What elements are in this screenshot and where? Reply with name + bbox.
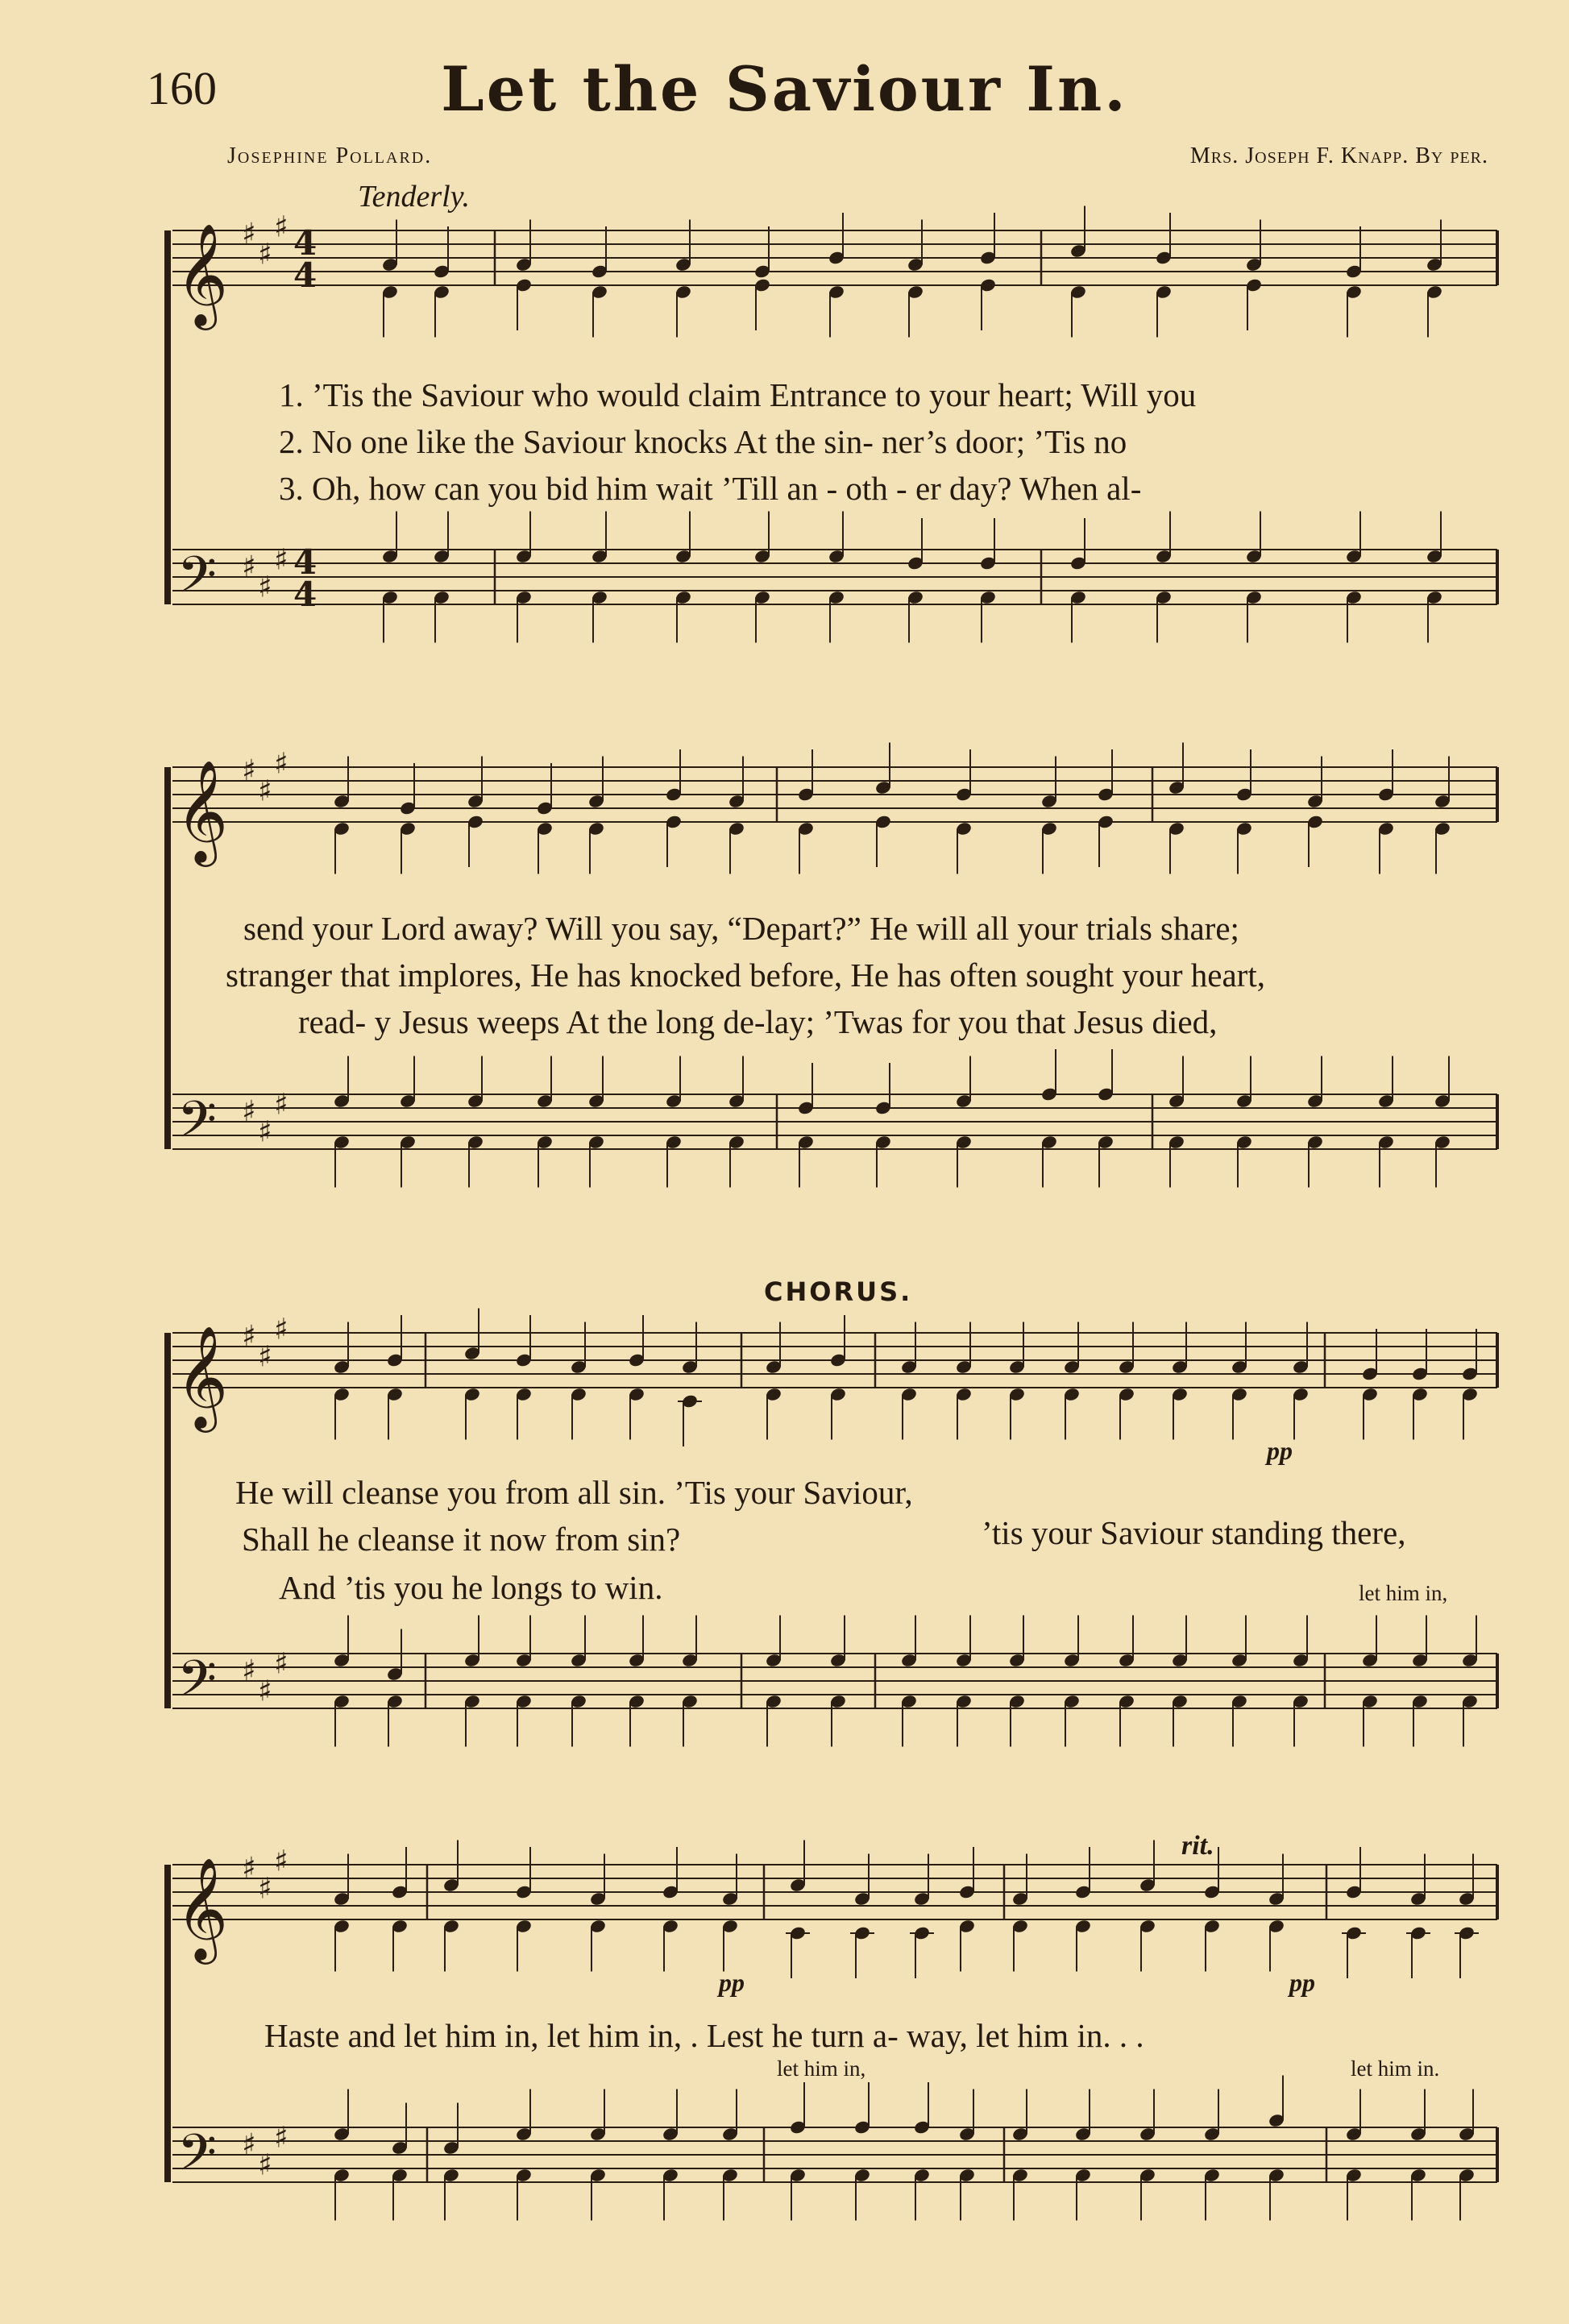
- bass-clef: 𝄢: [177, 545, 217, 616]
- bass-clef: 𝄢: [177, 1089, 217, 1161]
- time-signature-bottom: 4: [293, 255, 318, 295]
- treble-clef: 𝄞: [176, 1857, 229, 1960]
- chorus-label: CHORUS.: [764, 1276, 913, 1307]
- time-signature-bottom: 4: [293, 575, 318, 614]
- bass-clef: 𝄢: [177, 1649, 217, 1720]
- lyric-verse1-line2: send your Lord away? Will you say, “Depart?” He will all your trials share;: [243, 910, 1239, 947]
- lyric-let-him-in-3: let him in.: [1351, 2056, 1440, 2081]
- key-signature-sharp: ♯: [242, 2128, 256, 2161]
- bass-clef: 𝄢: [177, 2123, 217, 2194]
- key-signature-sharp: ♯: [258, 1872, 272, 1906]
- lyric-let-him-in-1: let him in,: [1359, 1581, 1448, 1605]
- key-signature-sharp: ♯: [274, 1313, 288, 1347]
- lyric-verse1-line1: 1. ’Tis the Saviour who would claim Entrance to your heart; Will you: [279, 376, 1197, 413]
- key-signature-sharp: ♯: [242, 1320, 256, 1353]
- key-signature-sharp: ♯: [274, 2121, 288, 2155]
- lyric-let-him-in-2: let him in,: [777, 2056, 866, 2081]
- time-signature-top: 4: [293, 542, 318, 582]
- lyric-verse2-line1: 2. No one like the Saviour knocks At the sin- ner’s door; ’Tis no: [279, 423, 1127, 460]
- key-signature-sharp: ♯: [274, 210, 288, 244]
- hymn-title: Let the Saviour In.: [441, 53, 1128, 125]
- key-signature-sharp: ♯: [258, 1340, 272, 1374]
- lyric-verse3-line3: And ’tis you he longs to win.: [279, 1569, 663, 1606]
- key-signature-sharp: ♯: [274, 543, 288, 577]
- key-signature-sharp: ♯: [242, 1654, 256, 1687]
- lyric-verse3-line1: 3. Oh, how can you bid him wait ’Till an - oth - er day? When al-: [279, 470, 1142, 507]
- key-signature-sharp: ♯: [274, 747, 288, 781]
- treble-clef: 𝄞: [176, 222, 229, 326]
- lyric-verse3-line2: read- y Jesus weeps At the long de-lay; ’Twas for you that Jesus died,: [298, 1003, 1218, 1040]
- treble-clef: 𝄞: [176, 1325, 229, 1428]
- lyric-chorus-echo: ’tis your Saviour standing there,: [982, 1514, 1406, 1551]
- treble-clef: 𝄞: [176, 759, 229, 862]
- key-signature-sharp: ♯: [274, 1088, 288, 1122]
- lyric-chorus-line: Haste and let him in, let him in, . Lest he turn a- way, let him in. . .: [264, 2017, 1144, 2054]
- lyric-verse2-line2: stranger that implores, He has knocked before, He has often sought your heart,: [226, 957, 1265, 994]
- key-signature-sharp: ♯: [258, 2148, 272, 2182]
- key-signature-sharp: ♯: [274, 1647, 288, 1681]
- key-signature-sharp: ♯: [242, 754, 256, 787]
- tempo-marking: Tenderly.: [358, 180, 470, 214]
- dynamic-pp-3: pp: [1289, 1968, 1315, 1997]
- key-signature-sharp: ♯: [258, 1115, 272, 1149]
- lyric-verse2-line3: Shall he cleanse it now from sin?: [242, 1521, 681, 1558]
- key-signature-sharp: ♯: [258, 774, 272, 808]
- key-signature-sharp: ♯: [242, 218, 256, 251]
- key-signature-sharp: ♯: [258, 571, 272, 604]
- key-signature-sharp: ♯: [242, 550, 256, 583]
- page-number: 160: [147, 62, 217, 114]
- lyric-verse1-line3: He will cleanse you from all sin. ’Tis your Saviour,: [235, 1474, 913, 1511]
- key-signature-sharp: ♯: [242, 1095, 256, 1128]
- dynamic-rit: rit.: [1181, 1831, 1214, 1861]
- composer: Mrs. Joseph F. Knapp. By per.: [1189, 143, 1488, 168]
- key-signature-sharp: ♯: [258, 238, 272, 272]
- time-signature-top: 4: [293, 223, 318, 263]
- key-signature-sharp: ♯: [274, 1845, 288, 1878]
- key-signature-sharp: ♯: [242, 1852, 256, 1885]
- dynamic-pp-2: pp: [719, 1968, 745, 1997]
- dynamic-pp-1: pp: [1267, 1436, 1293, 1465]
- key-signature-sharp: ♯: [258, 1675, 272, 1708]
- author: Josephine Pollard.: [227, 143, 433, 168]
